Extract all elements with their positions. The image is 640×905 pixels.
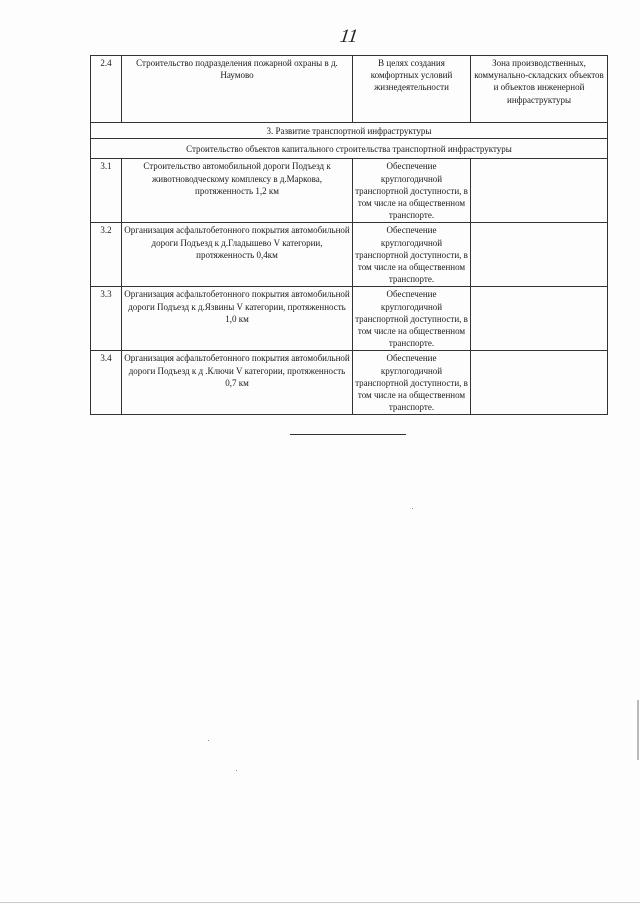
page-number: 11	[338, 26, 360, 47]
section-title: 3. Развитие транспортной инфраструктуры	[91, 123, 608, 139]
scan-speck	[208, 740, 209, 741]
object-name: Организация асфальтобетонного покрытия автомобильной дороги Подъезд к д.Гладышево V категории, протяженность 0,4км	[122, 223, 353, 287]
object-purpose: Обеспечение круглогодичной транспортной доступности, в том числе на общественном транспорте.	[353, 159, 471, 223]
table-row	[91, 159, 608, 223]
scan-edge-mark	[0, 902, 640, 903]
object-name: Организация асфальтобетонного покрытия автомобильной дороги Подъезд к д .Ключи V категории, протяженность 0,7 км	[122, 351, 353, 415]
table-row	[91, 351, 608, 415]
table-row	[91, 56, 608, 123]
row-number: 3.3	[91, 287, 122, 351]
table-row	[91, 287, 608, 351]
object-purpose: В целях создания комфортных условий жизнедеятельности	[353, 56, 471, 123]
object-zone	[471, 287, 608, 351]
object-zone: Зона производственных, коммунально-складских объектов и объектов инженерной инфраструктуры	[471, 56, 608, 123]
scan-speck	[236, 770, 237, 771]
end-line	[290, 434, 406, 435]
object-zone	[471, 223, 608, 287]
scan-edge-mark	[637, 700, 639, 760]
object-purpose: Обеспечение круглогодичной транспортной доступности, в том числе на общественном транспорте.	[353, 287, 471, 351]
row-number: 2.4	[91, 56, 122, 123]
section-subtitle: Строительство объектов капитального строительства транспортной инфраструктуры	[91, 139, 608, 159]
scan-speck	[412, 508, 413, 509]
table-row	[91, 223, 608, 287]
object-purpose: Обеспечение круглогодичной транспортной доступности, в том числе на общественном транспорте.	[353, 351, 471, 415]
object-name: Строительство подразделения пожарной охраны в д. Наумово	[122, 56, 353, 123]
row-number: 3.1	[91, 159, 122, 223]
section-subtitle-row	[91, 139, 608, 159]
row-number: 3.4	[91, 351, 122, 415]
object-purpose: Обеспечение круглогодичной транспортной доступности, в том числе на общественном транспорте.	[353, 223, 471, 287]
object-zone	[471, 159, 608, 223]
object-name: Организация асфальтобетонного покрытия автомобильной дороги Подъезд к д.Язвины V категории, протяженность 1,0 км	[122, 287, 353, 351]
row-number: 3.2	[91, 223, 122, 287]
object-name: Строительство автомобильной дороги Подъезд к животноводческому комплексу в д.Маркова, протяженность 1,2 км	[122, 159, 353, 223]
object-zone	[471, 351, 608, 415]
infrastructure-table	[90, 55, 608, 415]
section-title-row	[91, 123, 608, 139]
